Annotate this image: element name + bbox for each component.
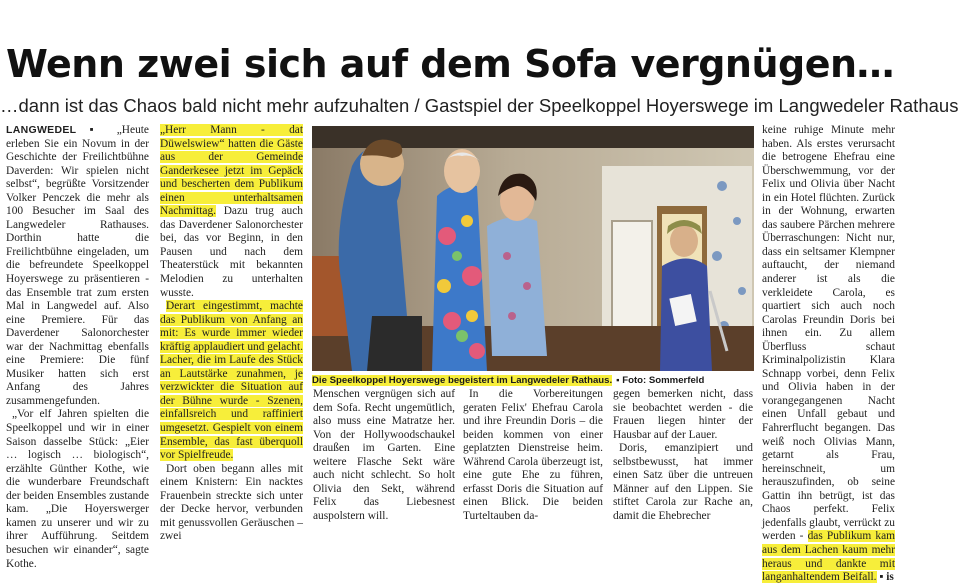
column-2-paragraph-2 (160, 300, 303, 463)
highlighted-text: das Publikum kam aus dem Lachen kaum mehr heraus und dankte mit langanhaltendem Beifall. (762, 530, 895, 584)
highlighted-text: Derart eingestimmt, machte das Publikum von Anfang an mit: Es wurde immer wieder kräftig applaudiert und gelacht. Lacher, die im Laufe des Stück an Lautstärke zunahmen, je verzwickter die Situation auf der Bühne wurde - Szenen, einfallsreich und raffiniert umgesetzt. Gespielt von einem Ensemble, das fast überquoll vor Spielfreude. (160, 300, 303, 462)
author-mark: ▪ is (879, 571, 894, 584)
column-2-paragraph-1 (160, 124, 303, 300)
lead-text: ▪ „Heute erleben Sie ein Novum in der Geschichte der Freilichtbühne Daverden: Wir spielen nicht selbst“, begrüßte Vorsitzender Volker Penczek die mehr als 100 Besucher im Saal des Langwedeler Rathauses. Dorthin hatte die Freilichtbühne eingeladen, um die befreundete Speelkoppel Hoyerswege zu präsentieren - das Ensemble trat zum ersten Mal in Langwedel auf. Also eine Premiere. Für das Daverdener Salonorchester war der Nachmittag ebenfalls eine Premiere: Die fünf Musiker hatten sich erst Anfang des Jahres zusammengefunden. (6, 124, 149, 407)
photo-credit: ▪ Foto: Sommerfeld (616, 375, 705, 386)
article-column-5 (613, 388, 753, 522)
paragraph-text: Dazu trug auch das Daverdener Salonorchester bei, das vor Beginn, in den Pausen und nach dem Theaterstück mit bekannten Melodien zu unterhalten wusste. (160, 205, 303, 299)
column-3-paragraph: Menschen vergnügen sich auf dem Sofa. Recht ungemütlich, also muss eine Matratze her. Von der Hollywoodschaukel draußen im Garten. Eine weitere Flasche Sekt wäre auch nicht schlecht. So holt Olivia den Sekt, während Felix das Liebesnest auspolstern will. (313, 388, 455, 522)
stage-photo (312, 126, 754, 371)
photo-illustration (312, 126, 754, 371)
paragraph-text: keine ruhige Minute mehr haben. Als erstes verursacht die betrogene Ehefrau eine Überschwemmung, vor der Felix und Olivia über Nacht in ein Hotel flüchten. Zurück in der Wohnung, erwarten das saubere Pärchen mehrere Überraschungen: Nicht nur, dass ein seltsamer Klempner auftaucht, der niemand anderer ist als die verkleidete Carola, es quartiert sich auch noch Carolas Freundin Doris bei ihnen ein. Zu allem Überfluss schaut Kriminalpolizistin Klara Schnapp vorbei, denn Felix und Olivia haben in der vorangegangenen Nacht einen Unfall gebaut und Fahrerflucht begangen. Das weiß noch Olivias Mann, getarnt als Frau, hereinschneit, um herauszufinden, ob seine Gattin ihn betrügt, ist das Chaos perfekt. Felix jedenfalls glaubt, verrückt zu werden - (762, 124, 895, 543)
article-column-2 (160, 124, 303, 543)
column-1-paragraph-1 (6, 124, 149, 408)
column-4-paragraph: In die Vorbereitungen geraten Felix' Ehefrau Carola und ihre Freundin Doris – die beiden kommen von einer geplatzten Dienstreise heim. Während Carola überzeugt ist, eine gute Ehe zu führen, erfasst Doris die Situation auf einen Blick. Die beiden Turteltauben da- (463, 388, 603, 522)
article-headline: Wenn zwei sich auf dem Sofa vergnügen… (5, 42, 895, 86)
caption-text: Die Speelkoppel Hoyerswege begeistert im Langwedeler Rathaus. (312, 375, 613, 386)
column-1-paragraph-2: „Vor elf Jahren spielten die Speelkoppel und wir in einer Saison dasselbe Stück: „Eier … logisch … biologisch“, erzählte Günther Kothe, wie die wunderbare Freundschaft der beiden Ensembles zustande kam. „Die Hoyerswerger kamen zu unserer und wir zu ihrer Aufführung. Seitdem besuchen wir einander“, sagte Kothe. (6, 408, 149, 570)
highlighted-text: „Herr Mann - dat Düwelswiew“ hatten die Gäste aus der Gemeinde Ganderkesee jetzt im Gepäck und bescherten dem Publikum einen unterhaltsamen Nachmittag. (160, 124, 303, 218)
column-6-paragraph (762, 124, 895, 585)
article-column-3 (313, 388, 455, 522)
article-column-4 (463, 388, 603, 522)
article-column-6 (762, 124, 895, 584)
dateline: LANGWEDEL (6, 124, 77, 136)
article-column-1 (6, 124, 149, 570)
column-2-paragraph-3: Dort oben begann alles mit einem Knistern: Ein nacktes Frauenbein streckte sich unter der Decke hervor, verbunden mit genussvollen Geräuschen – zwei (160, 462, 303, 543)
article-subheadline: …dann ist das Chaos bald nicht mehr aufzuhalten / Gastspiel der Speelkoppel Hoyerswege im Langwedeler Rathaus (0, 95, 958, 116)
column-5-paragraph-1: gegen bemerken nicht, dass sie beobachtet werden - die Frauen liegen hinter der Hausbar auf der Lauer. (613, 388, 753, 441)
column-5-paragraph-2: Doris, emanzipiert und selbstbewusst, hat immer einen Satz über die untreuen Männer auf den Lippen. Sie stiftet Carola zur Rache an, damit die Ehebrecher (613, 442, 753, 522)
photo-caption (312, 374, 754, 387)
